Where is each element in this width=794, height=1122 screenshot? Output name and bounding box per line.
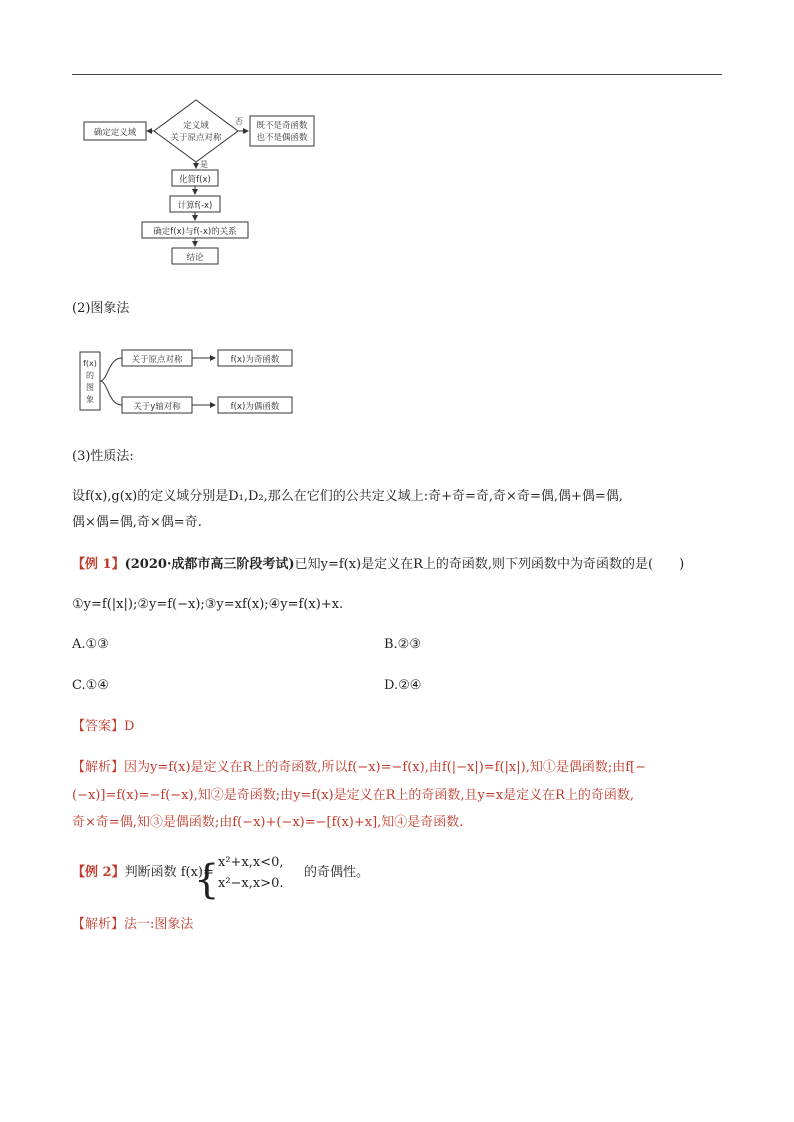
graph-box-line2: 的 (86, 371, 94, 380)
example1-option-b: B.②③ (384, 637, 421, 652)
box-relationship-label: 确定f(x)与f(-x)的关系 (153, 227, 237, 237)
graph-box-line3: 图 (86, 383, 94, 392)
flowchart-definition-method (80, 96, 320, 272)
box-neither-line1: 既不是奇函数 (256, 121, 308, 131)
example2-prefix: 判断函数 f(x)= (124, 865, 214, 880)
example1-heading (72, 558, 684, 571)
example1-analysis-line3: 奇×奇=偶,知③是偶函数;由f(−x)+(−x)=−[f(x)+x],知④是奇函数. (72, 815, 464, 830)
box-odd-function-label: f(x)为奇函数 (230, 355, 280, 365)
branch-curve-top (100, 358, 122, 381)
example1-analysis-line2: (−x)]=f(x)=−f(−x),知②是奇函数;由y=f(x)是定义在R上的奇函数,且y=x是定义在R上的奇函数, (72, 788, 635, 803)
piecewise-brace: { (194, 857, 220, 903)
example1-label: 【例 1】 (72, 557, 125, 572)
box-compute-label: 计算f(-x) (177, 201, 213, 211)
diamond-line2: 关于原点对称 (170, 133, 222, 143)
branch-curve-bottom (100, 381, 122, 405)
section3-body-line2: 偶×偶=偶,奇×偶=奇. (72, 515, 202, 530)
example1-option-d: D.②④ (384, 678, 422, 693)
box-determine-domain-label: 确定定义域 (93, 128, 137, 138)
yes-label: 是 (200, 160, 208, 169)
example2-heading (72, 866, 214, 879)
example1-answer: 【答案】D (72, 719, 135, 734)
example2-analysis: 【解析】法一:图象法 (72, 917, 194, 932)
piecewise-case2: x²−x,x>0. (218, 876, 284, 891)
example1-option-c: C.①④ (72, 678, 109, 693)
section3-body-line1: 设f(x),g(x)的定义域分别是D₁,D₂,那么在它们的公共定义域上:奇+奇=奇,奇×奇=偶,偶+偶=偶, (72, 489, 623, 504)
graph-box-line4: 象 (86, 395, 94, 404)
box-simplify-label: 化简f(x) (179, 175, 211, 185)
example2-label: 【例 2】 (72, 865, 125, 880)
example2-suffix: 的奇偶性。 (304, 865, 370, 880)
box-origin-symmetric-label: 关于原点对称 (131, 355, 183, 365)
example1-question: 已知y=f(x)是定义在R上的奇函数,则下列函数中为奇函数的是( ) (294, 557, 685, 572)
section2-title: (2)图象法 (72, 301, 130, 316)
example1-items: ①y=f(|x|);②y=f(−x);③y=xf(x);④y=f(x)+x. (72, 597, 344, 612)
diamond-domain-symmetric (154, 100, 238, 162)
section3-title: (3)性质法: (72, 449, 134, 464)
header-rule (72, 74, 722, 75)
box-y-axis-symmetric-label: 关于y轴对称 (133, 402, 181, 412)
box-neither-line2: 也不是偶函数 (256, 133, 308, 143)
no-label: 否 (235, 117, 243, 126)
box-conclusion-label: 结论 (186, 253, 204, 263)
example1-source: (2020·成都市高三阶段考试) (124, 557, 295, 572)
example1-option-a: A.①③ (72, 637, 109, 652)
graph-box-line1: f(x) (83, 359, 97, 368)
diamond-line1: 定义域 (183, 121, 209, 131)
flowchart-graph-method (74, 344, 304, 418)
example1-analysis-line1: 【解析】因为y=f(x)是定义在R上的奇函数,所以f(−x)=−f(x),由f(|−x|)=f(|x|),知①是偶函数;由f[− (72, 760, 646, 775)
box-even-function-label: f(x)为偶函数 (230, 402, 280, 412)
piecewise-case1: x²+x,x<0, (218, 855, 284, 870)
